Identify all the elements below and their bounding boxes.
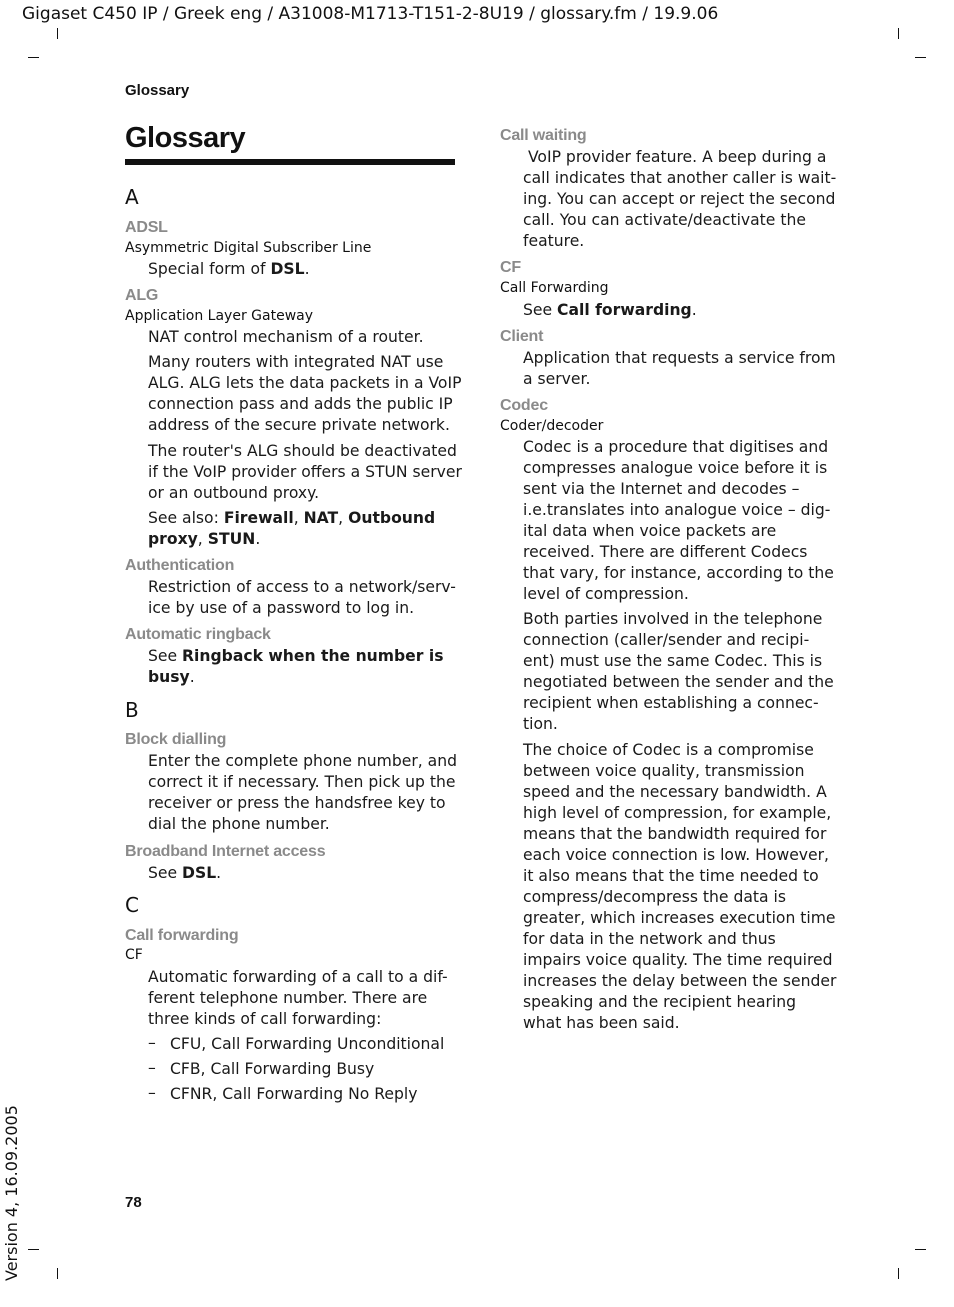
link-dsl[interactable]: DSL: [270, 260, 305, 278]
link-stun[interactable]: STUN: [207, 530, 256, 548]
crop-mark: [915, 1249, 926, 1250]
abbr-codec: Coder/decoder: [500, 418, 604, 434]
link-dsl-2[interactable]: DSL: [182, 864, 217, 882]
definition-block-dialling: Enter the complete phone number, and correct it if necessary. Then pick up the receiver or press the handsfree key to dial the phone number.: [148, 752, 458, 833]
term-adsl: ADSL: [125, 219, 168, 236]
definition-authentication: Restriction of access to a network/serv-ice by use of a password to log in.: [148, 578, 456, 617]
link-firewall[interactable]: Firewall: [223, 509, 294, 527]
definition-alg-3: The router's ALG should be deactivated if the VoIP provider offers a STUN server or an outbound proxy.: [148, 442, 462, 502]
list-bullet: –: [148, 1059, 156, 1077]
link-ringback-busy[interactable]: Ringback when the number is busy: [148, 647, 444, 686]
crop-mark: [898, 28, 899, 39]
link-nat[interactable]: NAT: [303, 509, 339, 527]
list-item-cfu: CFU, Call Forwarding Unconditional: [170, 1035, 445, 1053]
page-title: Glossary: [125, 122, 455, 165]
definition-client: Application that requests a service from a server.: [523, 349, 836, 388]
crop-mark: [28, 57, 39, 58]
section-letter-b: B: [125, 698, 139, 722]
definition-broadband: See DSL.: [148, 864, 222, 882]
definition-cf: See Call forwarding.: [523, 301, 697, 319]
definition-call-forwarding: Automatic forwarding of a call to a dif-ferent telephone number. There are three kinds of call forwarding:: [148, 968, 448, 1028]
link-outbound-proxy[interactable]: Outbound proxy: [148, 509, 436, 548]
crop-mark: [57, 1268, 58, 1279]
see-also-alg: See also: Firewall, NAT, Outbound proxy, STUN.: [148, 509, 436, 548]
term-alg: ALG: [125, 287, 159, 304]
definition-alg-1: NAT control mechanism of a router.: [148, 328, 424, 346]
definition-call-waiting: VoIP provider feature. A beep during a call indicates that another caller is wait-ing. You can accept or reject the second call. You can activate/deactivate the feature.: [523, 148, 841, 250]
list-item-cfnr: CFNR, Call Forwarding No Reply: [170, 1085, 418, 1103]
term-broadband-internet-access: Broadband Internet access: [125, 843, 326, 860]
term-block-dialling: Block dialling: [125, 731, 227, 748]
version-stamp: Version 4, 16.09.2005: [2, 1105, 21, 1281]
running-head: Glossary: [125, 82, 190, 99]
crop-mark: [57, 28, 58, 39]
page-number: 78: [125, 1194, 142, 1211]
crop-mark: [898, 1268, 899, 1279]
definition-codec-2: Both parties involved in the telephone connection (caller/sender and recipi-ent) must use the same Codec. This is negotiated between the sender and the recipient when establishing a connec-tion.: [523, 610, 834, 733]
list-bullet: –: [148, 1084, 156, 1102]
definition-adsl: Special form of DSL.: [148, 260, 310, 278]
definition-alg-2: Many routers with integrated NAT use ALG. ALG lets the data packets in a VoIP connection pass and adds the public IP address of the secure private network.: [148, 353, 462, 434]
term-codec: Codec: [500, 397, 548, 414]
term-authentication: Authentication: [125, 557, 235, 574]
term-call-forwarding: Call forwarding: [125, 927, 239, 944]
crop-mark: [28, 1249, 39, 1250]
abbr-cf: Call Forwarding: [500, 280, 609, 296]
definition-codec-1: Codec is a procedure that digitises and compresses analogue voice before it is sent via the Internet and decodes – i.e.translates into analogue voice – dig-ital data when voice packets are received. There are different Codecs that vary, for instance, according to the level of compression.: [523, 438, 834, 603]
crop-mark: [915, 57, 926, 58]
term-client: Client: [500, 328, 544, 345]
section-letter-a: A: [125, 185, 139, 209]
definition-codec-3: The choice of Codec is a compromise between voice quality, transmission speed and the necessary bandwidth. A high level of compression, for example, means that the bandwidth required for each voice connection is low. However, it also means that the time needed to compress/decompress the data is greater, which increases execution time for data in the network and thus impairs voice quality. The time required increases the delay between the sender speaking and the recipient hearing what has been said.: [523, 741, 837, 1032]
term-cf: CF: [500, 259, 521, 276]
document-info-header: Gigaset C450 IP / Greek eng / A31008-M1713-T151-2-8U19 / glossary.fm / 19.9.06: [22, 4, 719, 24]
list-bullet: –: [148, 1034, 156, 1052]
section-letter-c: C: [125, 893, 139, 917]
link-call-forwarding[interactable]: Call forwarding: [557, 301, 692, 319]
abbr-alg: Application Layer Gateway: [125, 308, 314, 324]
term-call-waiting: Call waiting: [500, 127, 587, 144]
list-item-cfb: CFB, Call Forwarding Busy: [170, 1060, 375, 1078]
abbr-call-forwarding: CF: [125, 947, 143, 963]
term-automatic-ringback: Automatic ringback: [125, 626, 271, 643]
abbr-adsl: Asymmetric Digital Subscriber Line: [125, 240, 372, 256]
definition-automatic-ringback: See Ringback when the number is busy.: [148, 647, 444, 686]
